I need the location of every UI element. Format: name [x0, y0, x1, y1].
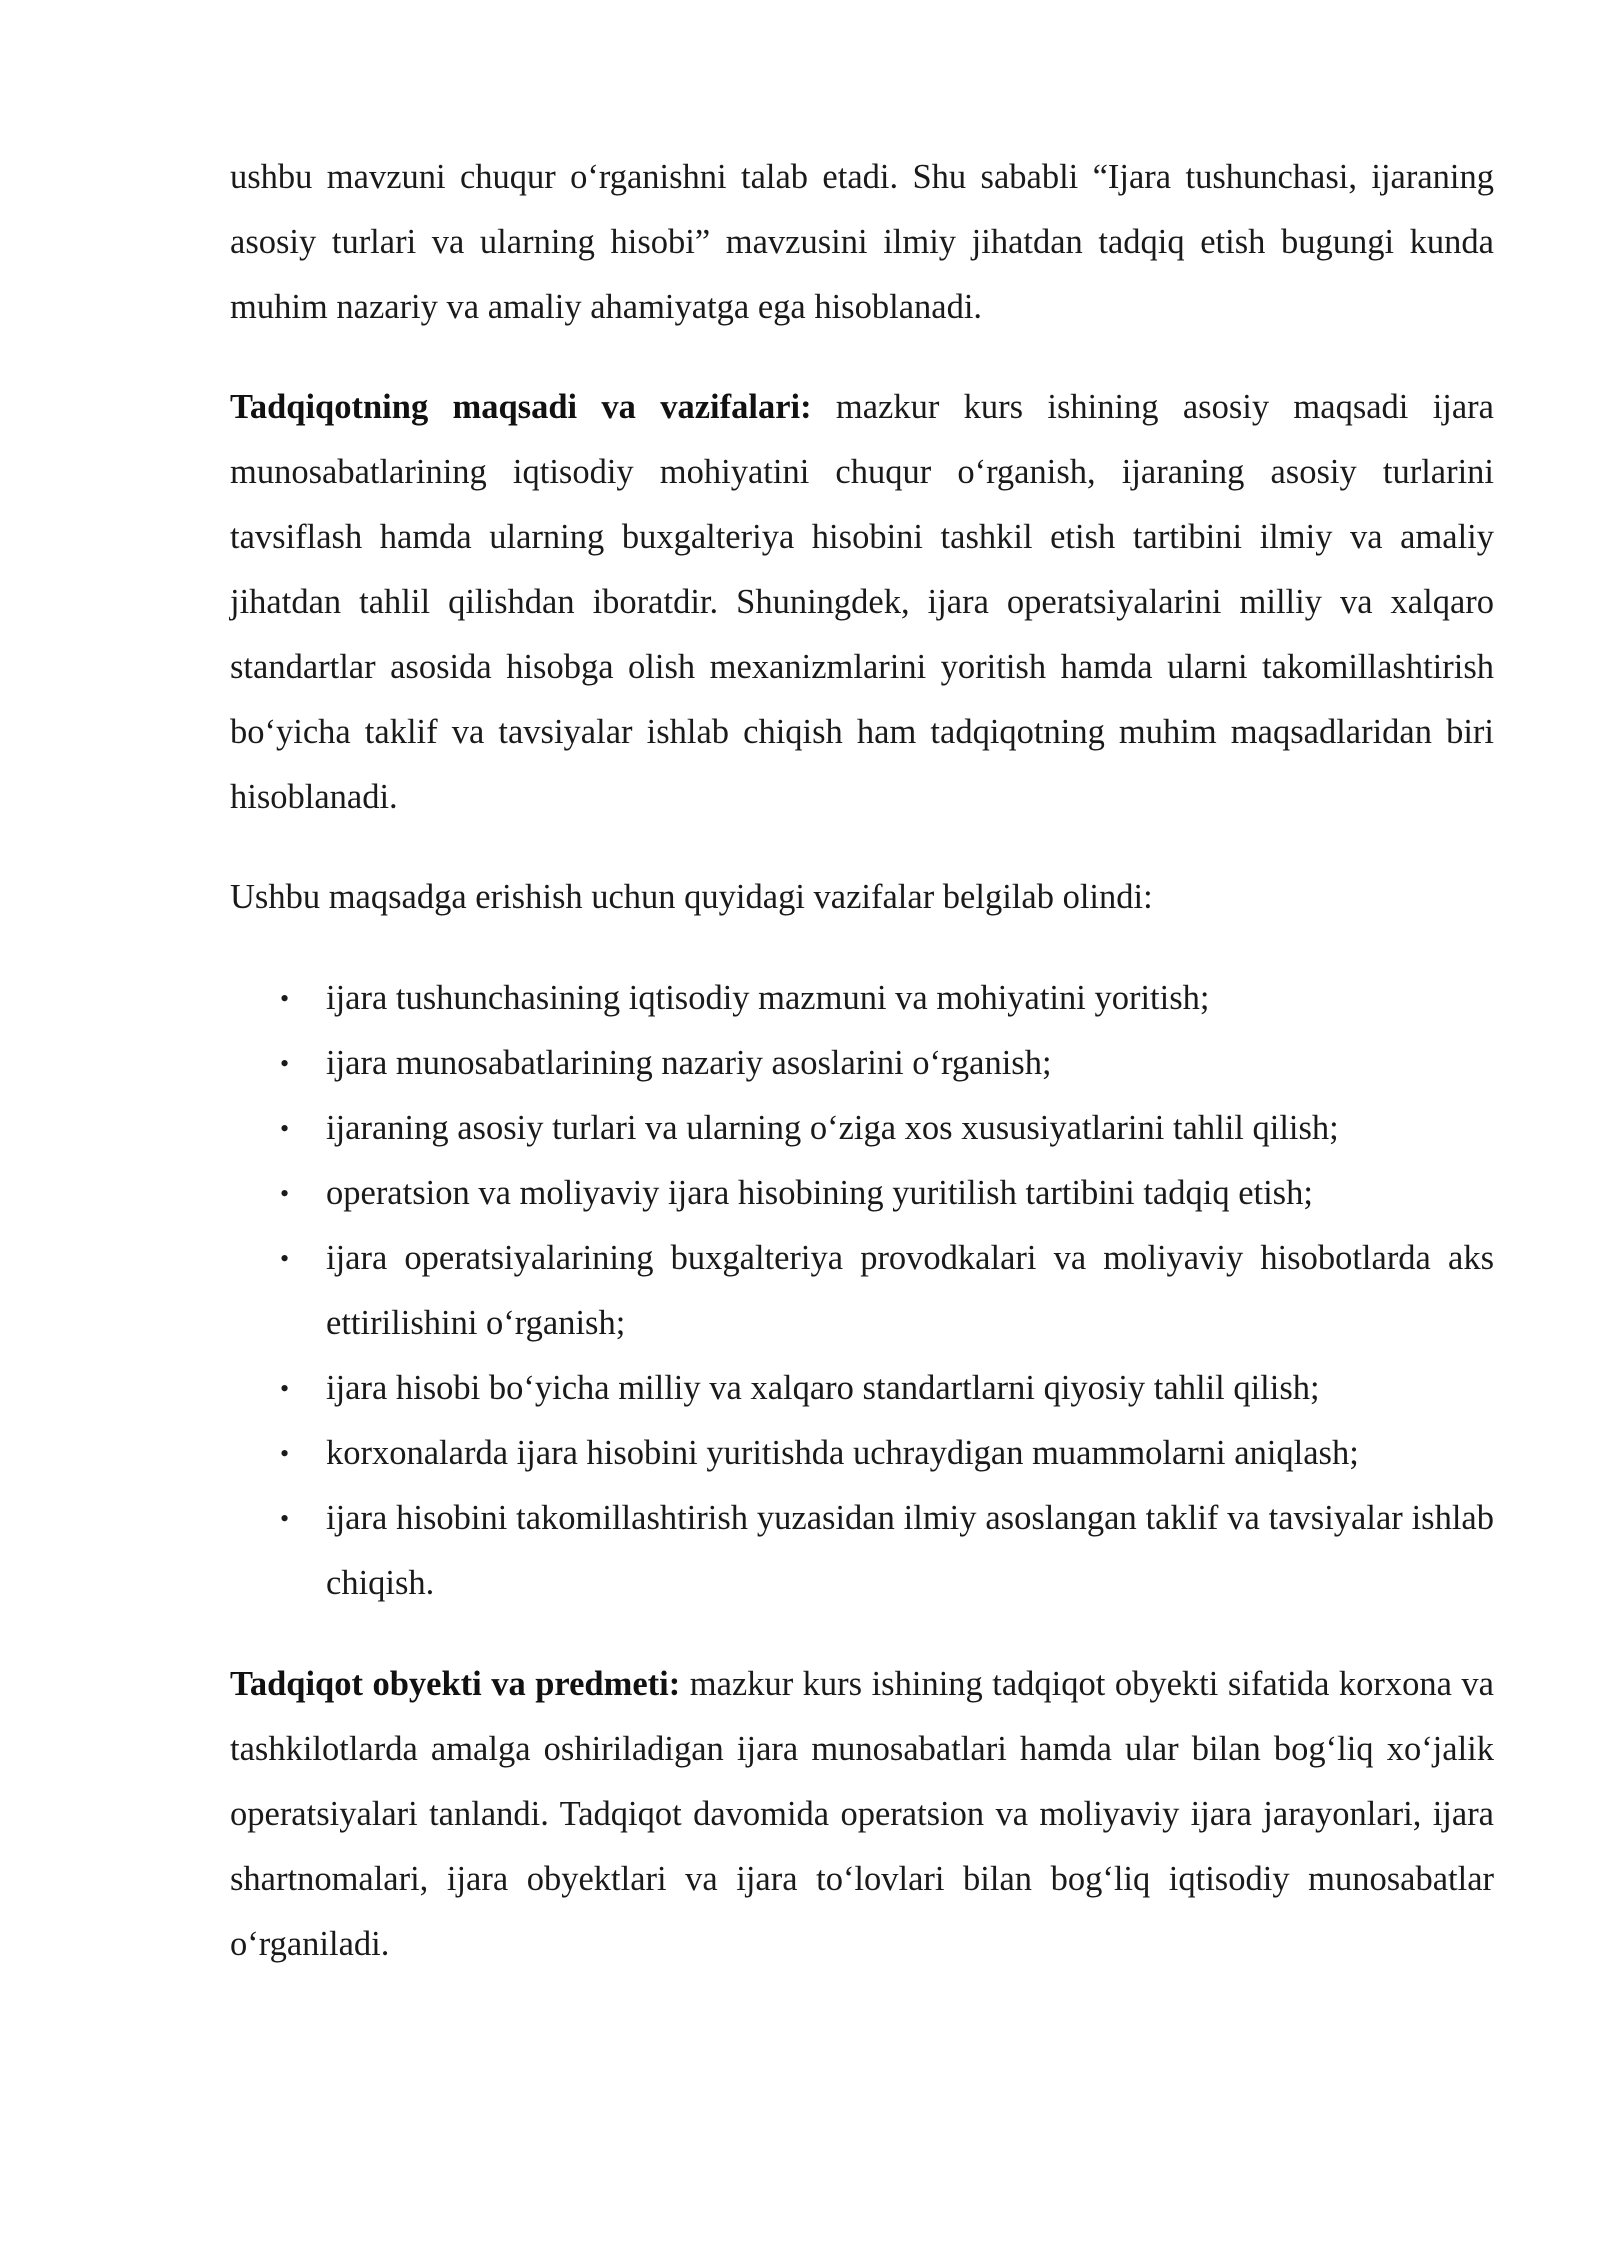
list-item-text: ijara operatsiyalarining buxgalteriya provodkalari va moliyaviy hisobotlarda aks ettirilishini o‘rganish; [326, 1239, 1494, 1342]
tasks-intro-paragraph: Ushbu maqsadga erishish uchun quyidagi vazifalar belgilab olindi: [230, 878, 1153, 916]
object-subject-heading: Tadqiqot obyekti va predmeti: [230, 1665, 681, 1703]
intro-continuation-paragraph: ushbu mavzuni chuqur o‘rganishni talab etadi. Shu sababli “Ijara tushunchasi, ijaraning asosiy turlari va ularning hisobi” mavzusini ilmiy jihatdan tadqiq etish bugungi kunda muhim nazariy va amaliy ahamiyatga ega hisoblanadi. [230, 158, 1494, 326]
bullet-icon: • [280, 1049, 290, 1078]
object-subject-text: mazkur kurs ishining tadqiqot obyekti sifatida korxona va tashkilotlarda amalga oshiriladigan ijara munosabatlari hamda ular bilan bog‘liq xo‘jalik operatsiyalari tanlandi. Tadqiqot davomida operatsion va moliyaviy ijara jarayonlari, ijara shartnomalari, ijara obyektlari va ijara to‘lovlari bilan bog‘liq iqtisodiy munosabatlar o‘rganiladi. [230, 1665, 1494, 1963]
list-item [230, 1161, 1494, 1226]
bullet-icon: • [280, 1244, 290, 1273]
goals-paragraph [230, 375, 1494, 830]
bullet-icon: • [280, 984, 290, 1013]
list-item [230, 1226, 1494, 1356]
list-item-text: ijara hisobi bo‘yicha milliy va xalqaro standartlarni qiyosiy tahlil qilish; [326, 1369, 1320, 1407]
bullet-icon: • [280, 1504, 290, 1533]
bullet-icon: • [280, 1179, 290, 1208]
bullet-icon: • [280, 1439, 290, 1468]
list-item-text: korxonalarda ijara hisobini yuritishda uchraydigan muammolarni aniqlash; [326, 1434, 1359, 1472]
goals-heading: Tadqiqotning maqsadi va vazifalari: [230, 388, 812, 426]
list-item-text: ijara tushunchasining iqtisodiy mazmuni va mohiyatini yoritish; [326, 979, 1210, 1017]
list-item [230, 966, 1494, 1031]
list-item-text: ijara munosabatlarining nazariy asoslarini o‘rganish; [326, 1044, 1052, 1082]
goals-text: mazkur kurs ishining asosiy maqsadi ijara munosabatlarining iqtisodiy mohiyatini chuqur o‘rganish, ijaraning asosiy turlarini tavsiflash hamda ularning buxgalteriya hisobini tashkil etish tartibini ilmiy va amaliy jihatdan tahlil qilishdan iboratdir. Shuningdek, ijara operatsiyalarini milliy va xalqaro standartlar asosida hisobga olish mexanizmlarini yoritish hamda ularni takomillashtirish bo‘yicha taklif va tavsiyalar ishlab chiqish ham tadqiqotning muhim maqsadlaridan biri hisoblanadi. [230, 388, 1494, 816]
document-page [230, 145, 1494, 2012]
list-item-text: ijaraning asosiy turlari va ularning o‘ziga xos xususiyatlarini tahlil qilish; [326, 1109, 1339, 1147]
bullet-icon: • [280, 1114, 290, 1143]
list-item-text: ijara hisobini takomillashtirish yuzasidan ilmiy asoslangan taklif va tavsiyalar ishlab chiqish. [326, 1499, 1494, 1602]
list-item [230, 1356, 1494, 1421]
list-item [230, 1421, 1494, 1486]
bullet-icon: • [280, 1374, 290, 1403]
list-item [230, 1031, 1494, 1096]
list-item [230, 1096, 1494, 1161]
list-item [230, 1486, 1494, 1616]
tasks-list [230, 966, 1494, 1616]
list-item-text: operatsion va moliyaviy ijara hisobining yuritilish tartibini tadqiq etish; [326, 1174, 1313, 1212]
object-subject-paragraph [230, 1652, 1494, 1977]
